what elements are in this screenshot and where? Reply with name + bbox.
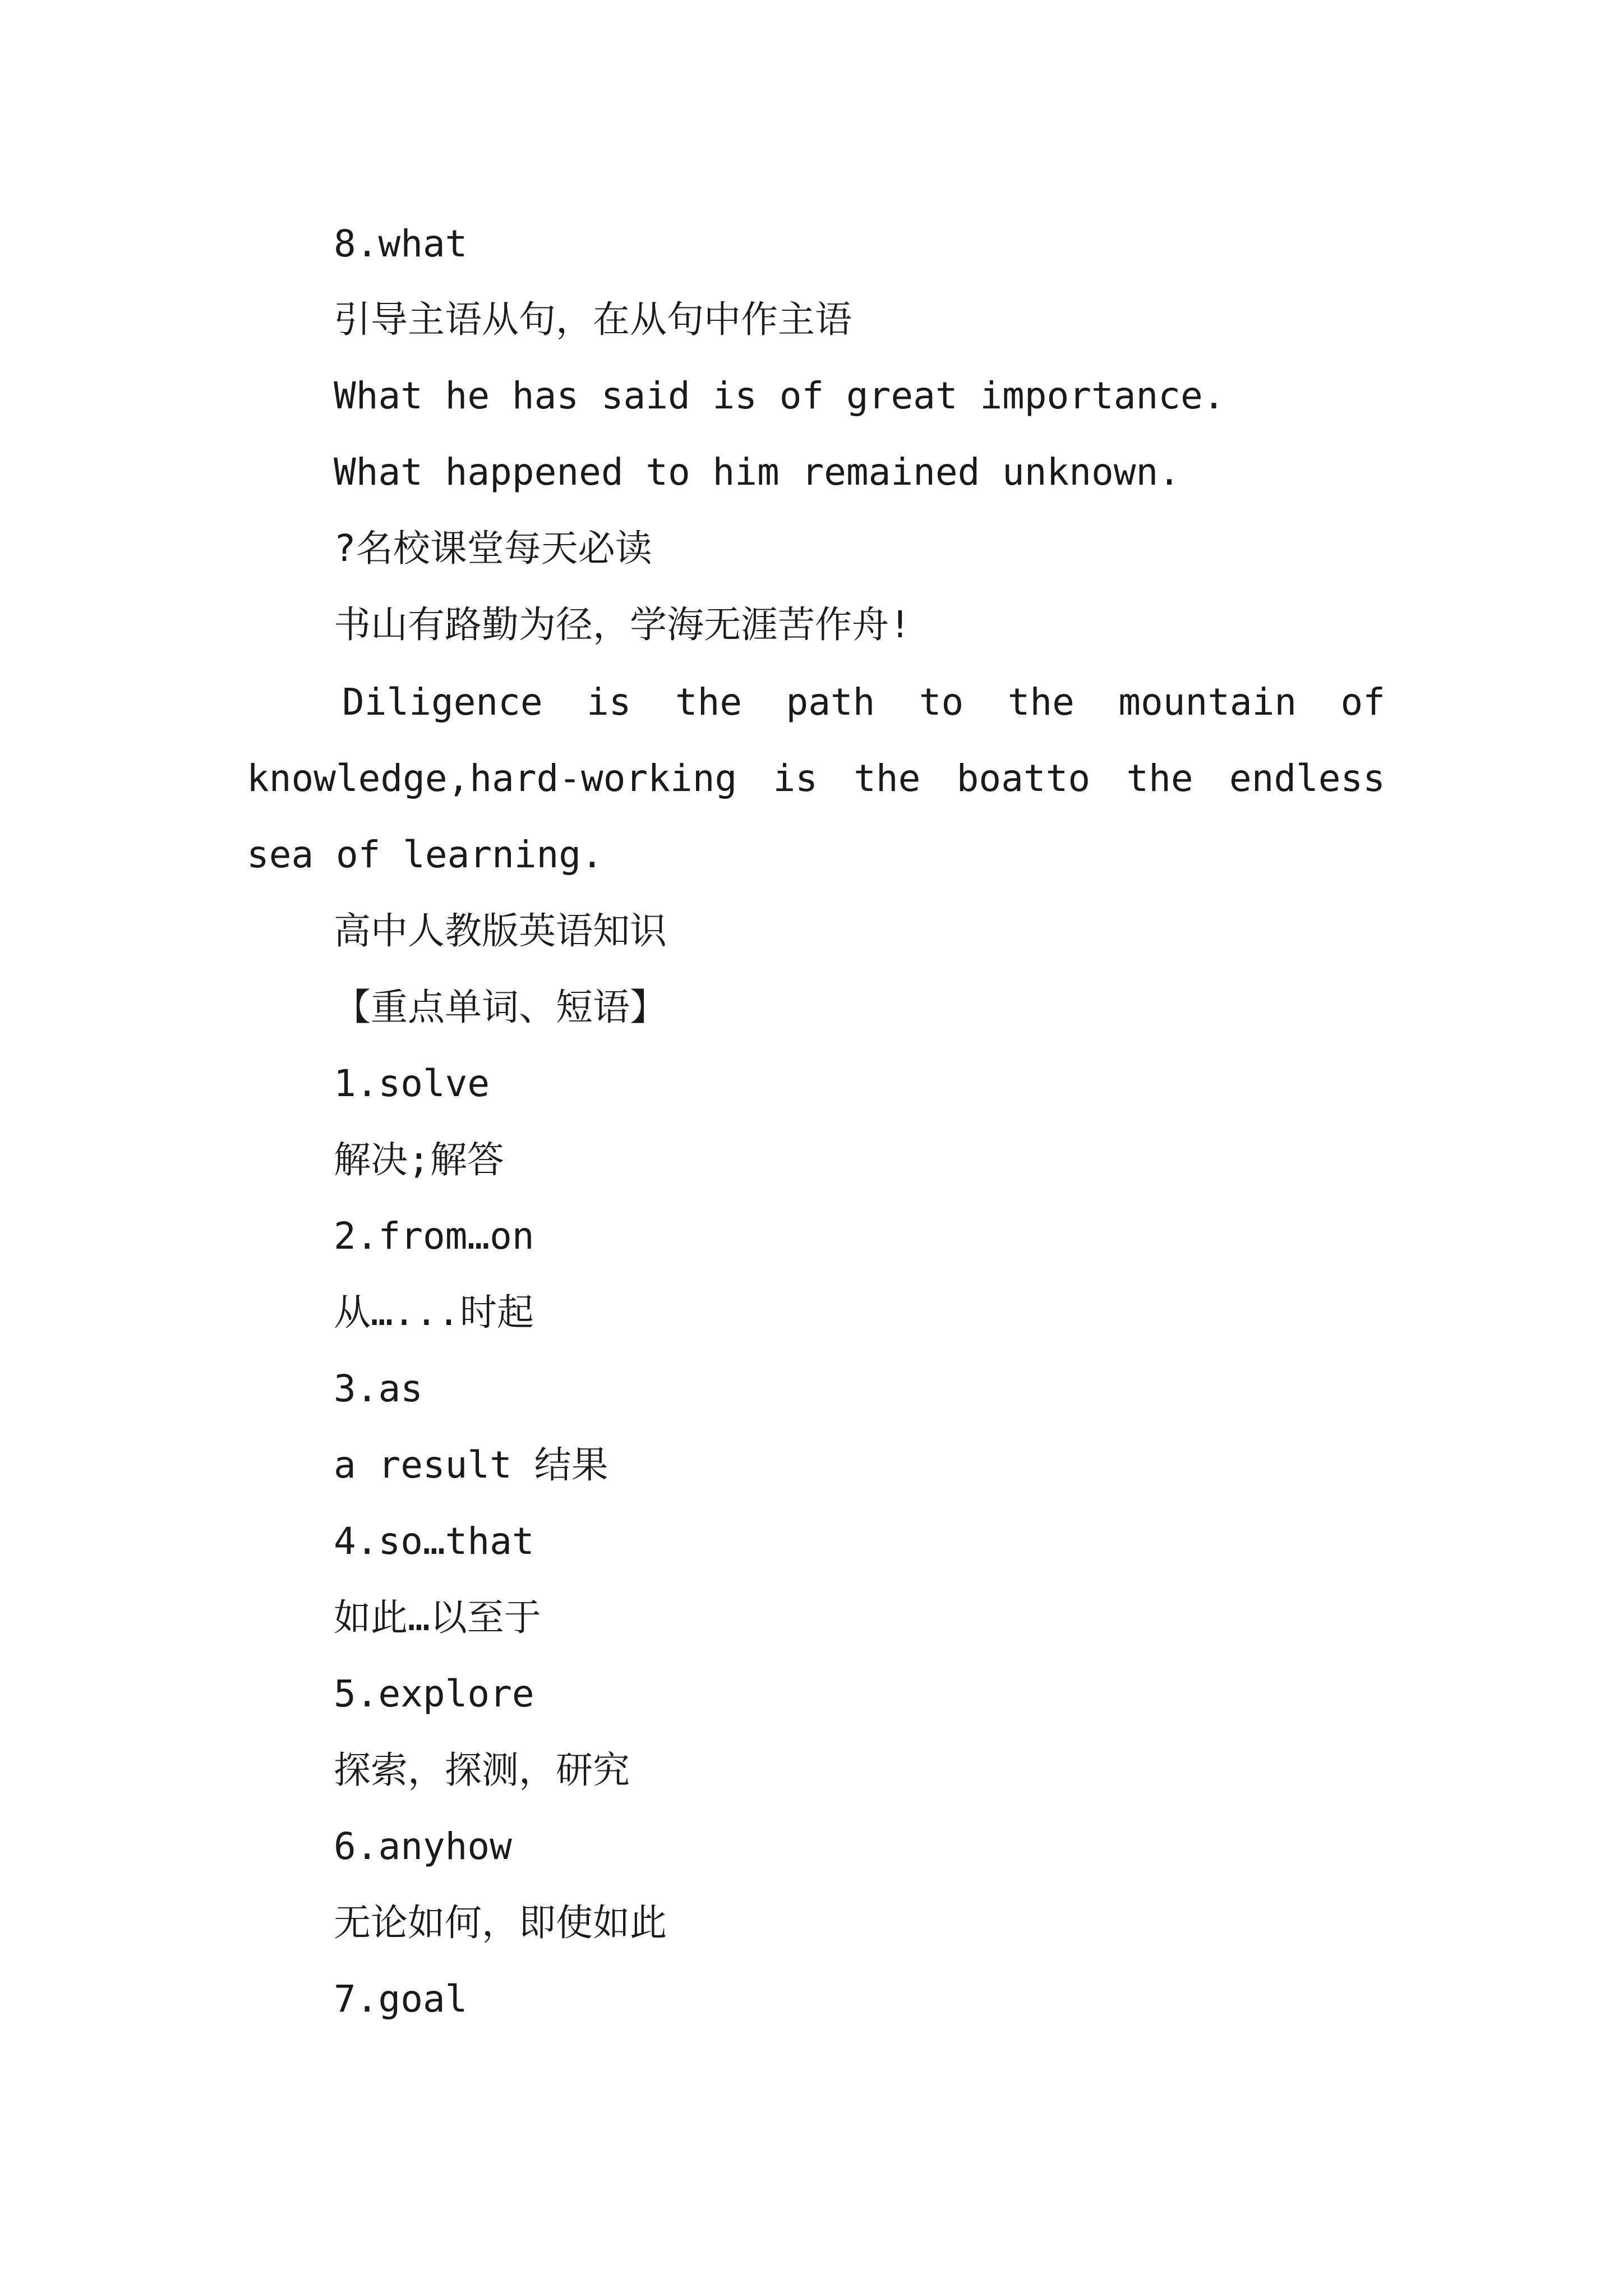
vocab-item-4-definition: 如此…以至于 [334, 1596, 541, 1639]
motto-chinese: 书山有路勤为径，学海无涯苦作舟! [334, 603, 911, 646]
vocab-item-1-word: 1.solve [334, 1062, 490, 1105]
vocab-item-7-word: 7.goal [334, 1977, 468, 2021]
vocab-item-6-word: 6.anyhow [334, 1825, 512, 1868]
item-8-word: 8.what [334, 222, 468, 265]
vocab-item-5-word: 5.explore [334, 1672, 534, 1715]
motto-english-line-3: sea of learning. [247, 833, 603, 876]
section-heading: 【重点单词、短语】 [334, 986, 667, 1029]
vocab-item-4-word: 4.so…that [334, 1520, 534, 1563]
vocab-item-2-definition: 从…...时起 [334, 1291, 534, 1334]
item-8-definition: 引导主语从句，在从句中作主语 [334, 298, 852, 341]
example-sentence-2: What happened to him remained unknown. [334, 450, 1181, 494]
vocab-item-3-word: 3.as [334, 1367, 423, 1410]
vocab-item-5-definition: 探索，探测，研究 [334, 1749, 630, 1792]
vocab-item-3-definition: a result 结果 [334, 1443, 608, 1487]
vocab-item-2-word: 2.from…on [334, 1214, 534, 1258]
example-sentence-1: What he has said is of great importance. [334, 374, 1225, 417]
header-note: ?名校课堂每天必读 [334, 527, 652, 570]
motto-english-line-2: knowledge,hard-working is the boatto the endless [247, 757, 1385, 800]
vocab-item-6-definition: 无论如何，即使如此 [334, 1901, 667, 1944]
motto-english-line-1: Diligence is the path to the mountain of [342, 680, 1385, 724]
vocab-item-1-definition: 解决;解答 [334, 1138, 504, 1181]
section-title: 高中人教版英语知识 [334, 909, 667, 953]
